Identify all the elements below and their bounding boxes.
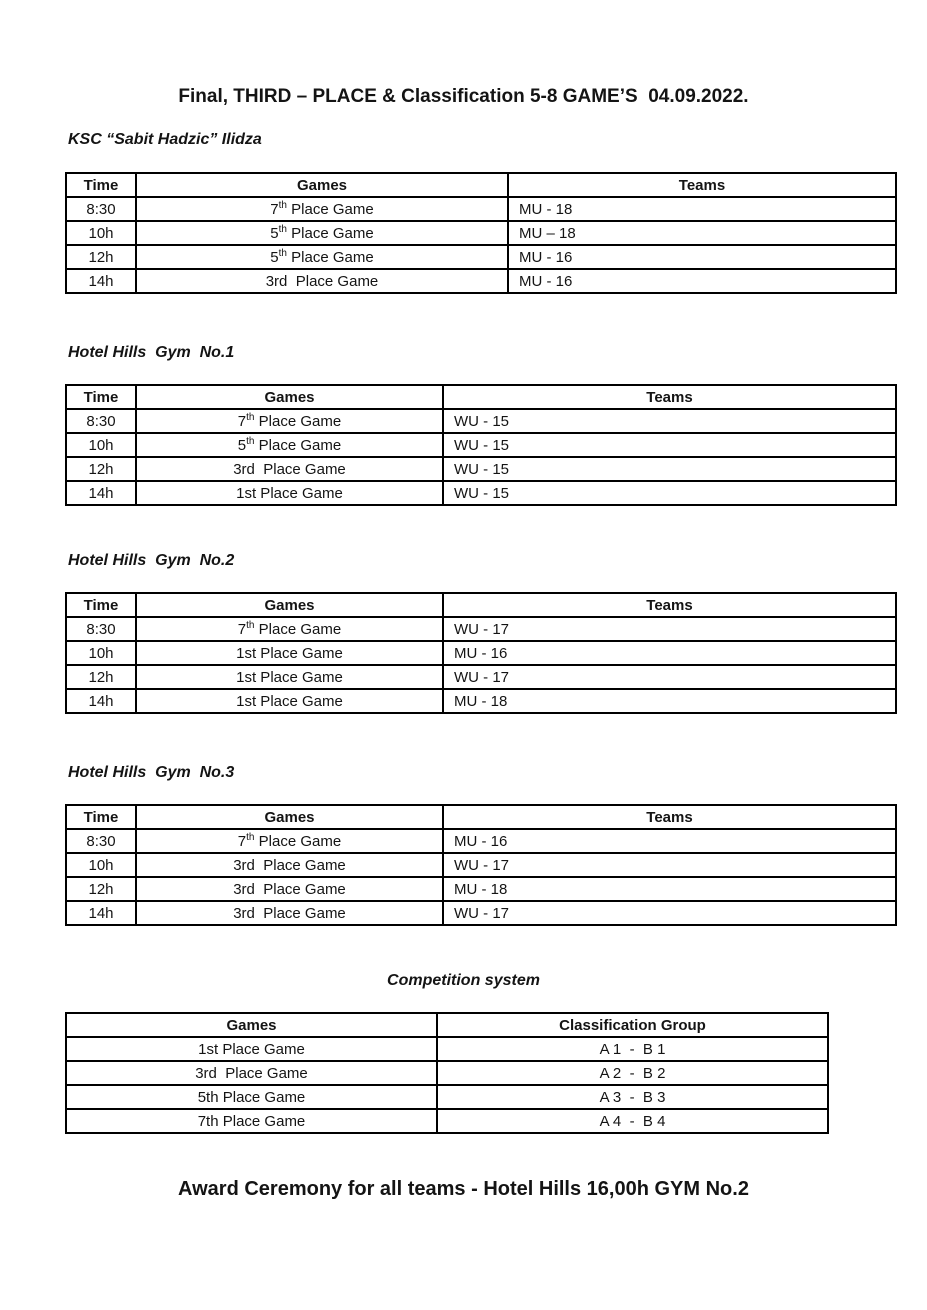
game-number: 5 — [237, 436, 247, 454]
game-number: 7 — [237, 832, 247, 850]
schedule-table-gym1 — [65, 384, 897, 506]
time-cell: 8:30 — [66, 409, 136, 433]
table-row — [66, 409, 896, 433]
teams-cell: WU - 17 — [443, 617, 896, 641]
teams-cell: WU - 15 — [443, 409, 896, 433]
table-header-row — [66, 173, 896, 197]
col-header-time: Time — [66, 173, 136, 197]
ordinal-suffix: th — [246, 831, 255, 843]
teams-cell: MU - 18 — [443, 877, 896, 901]
venue-label-gym3: Hotel Hills Gym No.3 — [68, 764, 235, 781]
time-cell: 12h — [66, 877, 136, 901]
col-header-games: Games — [136, 805, 443, 829]
col-header-time: Time — [66, 385, 136, 409]
teams-cell: WU - 17 — [443, 901, 896, 925]
time-cell: 10h — [66, 433, 136, 457]
game-label: Place Game — [287, 272, 379, 290]
game-cell: 5th Place Game — [66, 1085, 437, 1109]
game-cell — [136, 853, 443, 877]
game-label: Place Game — [286, 200, 374, 218]
time-cell: 10h — [66, 853, 136, 877]
table-header-row — [66, 805, 896, 829]
game-cell — [136, 877, 443, 901]
competition-system-heading: Competition system — [387, 972, 540, 989]
time-cell: 14h — [66, 481, 136, 505]
col-header-teams: Teams — [443, 385, 896, 409]
game-label: Place Game — [256, 692, 343, 710]
time-cell: 8:30 — [66, 197, 136, 221]
time-cell: 12h — [66, 457, 136, 481]
game-label: Place Game — [254, 904, 346, 922]
game-cell — [136, 689, 443, 713]
table-row — [66, 1061, 828, 1085]
col-header-teams: Teams — [508, 173, 896, 197]
table-row — [66, 641, 896, 665]
schedule-table-gym2 — [65, 592, 897, 714]
ordinal-suffix: th — [278, 199, 287, 211]
table-row — [66, 665, 896, 689]
ordinal-suffix: th — [246, 435, 255, 447]
group-cell: A 4 - B 4 — [437, 1109, 828, 1133]
time-cell: 10h — [66, 641, 136, 665]
game-number: 1st — [236, 484, 257, 502]
game-cell: 7th Place Game — [66, 1109, 437, 1133]
table-header-row — [66, 1013, 828, 1037]
award-ceremony-note: Award Ceremony for all teams - Hotel Hills 16,00h GYM No.2 — [178, 1178, 749, 1200]
table-row — [66, 901, 896, 925]
time-cell: 8:30 — [66, 829, 136, 853]
time-cell: 12h — [66, 665, 136, 689]
teams-cell: MU – 18 — [508, 221, 896, 245]
group-cell: A 3 - B 3 — [437, 1085, 828, 1109]
table-row — [66, 457, 896, 481]
game-cell — [136, 197, 508, 221]
game-cell — [136, 409, 443, 433]
game-cell — [136, 901, 443, 925]
teams-cell: WU - 15 — [443, 433, 896, 457]
game-cell — [136, 457, 443, 481]
group-cell: A 2 - B 2 — [437, 1061, 828, 1085]
teams-cell: MU - 18 — [443, 689, 896, 713]
game-label: Place Game — [254, 832, 342, 850]
game-cell — [136, 221, 508, 245]
game-number: 1st — [236, 692, 257, 710]
game-cell — [136, 617, 443, 641]
table-header-row — [66, 593, 896, 617]
game-number: 7 — [270, 200, 279, 218]
teams-cell: WU - 15 — [443, 481, 896, 505]
game-number: 5 — [270, 224, 279, 242]
teams-cell: MU - 16 — [508, 269, 896, 293]
table-row — [66, 853, 896, 877]
table-row — [66, 1085, 828, 1109]
col-header-classification-group: Classification Group — [437, 1013, 828, 1037]
game-cell — [136, 481, 443, 505]
teams-cell: WU - 17 — [443, 665, 896, 689]
venue-label-ksc: KSC “Sabit Hadzic” Ilidza — [68, 131, 262, 148]
table-row — [66, 433, 896, 457]
game-label: Place Game — [256, 484, 343, 502]
game-number: 3rd — [233, 856, 255, 874]
table-row — [66, 221, 896, 245]
table-header-row — [66, 385, 896, 409]
teams-cell: WU - 15 — [443, 457, 896, 481]
teams-cell: MU - 16 — [443, 641, 896, 665]
game-label: Place Game — [254, 620, 342, 638]
ordinal-suffix: th — [246, 411, 255, 423]
col-header-games: Games — [136, 385, 443, 409]
table-row — [66, 1109, 828, 1133]
table-row — [66, 269, 896, 293]
game-label: Place Game — [256, 668, 343, 686]
time-cell: 8:30 — [66, 617, 136, 641]
col-header-games: Games — [66, 1013, 437, 1037]
table-row — [66, 1037, 828, 1061]
venue-label-gym2: Hotel Hills Gym No.2 — [68, 552, 235, 569]
time-cell: 12h — [66, 245, 136, 269]
teams-cell: WU - 17 — [443, 853, 896, 877]
game-cell — [136, 829, 443, 853]
teams-cell: MU - 16 — [508, 245, 896, 269]
game-cell: 1st Place Game — [66, 1037, 437, 1061]
col-header-teams: Teams — [443, 805, 896, 829]
game-label: Place Game — [286, 224, 374, 242]
game-label: Place Game — [254, 412, 342, 430]
game-label: Place Game — [254, 460, 346, 478]
game-number: 3rd — [233, 460, 255, 478]
col-header-time: Time — [66, 805, 136, 829]
teams-cell: MU - 16 — [443, 829, 896, 853]
time-cell: 14h — [66, 269, 136, 293]
game-number: 3rd — [233, 880, 255, 898]
col-header-games: Games — [136, 173, 508, 197]
table-row — [66, 877, 896, 901]
table-row — [66, 481, 896, 505]
game-number: 7 — [237, 620, 247, 638]
ordinal-suffix: th — [278, 247, 287, 259]
table-row — [66, 197, 896, 221]
game-cell — [136, 269, 508, 293]
game-label: Place Game — [286, 248, 374, 266]
game-cell — [136, 665, 443, 689]
game-cell — [136, 245, 508, 269]
group-cell: A 1 - B 1 — [437, 1037, 828, 1061]
game-number: 5 — [270, 248, 279, 266]
teams-cell: MU - 18 — [508, 197, 896, 221]
schedule-table-ksc — [65, 172, 897, 294]
time-cell: 14h — [66, 689, 136, 713]
table-row — [66, 829, 896, 853]
col-header-teams: Teams — [443, 593, 896, 617]
schedule-table-gym3 — [65, 804, 897, 926]
ordinal-suffix: th — [278, 223, 287, 235]
game-number: 1st — [236, 644, 257, 662]
col-header-time: Time — [66, 593, 136, 617]
game-number: 1st — [236, 668, 257, 686]
table-row — [66, 689, 896, 713]
col-header-games: Games — [136, 593, 443, 617]
competition-system-table — [65, 1012, 829, 1134]
game-number: 7 — [237, 412, 247, 430]
table-row — [66, 617, 896, 641]
ordinal-suffix: th — [246, 619, 255, 631]
time-cell: 10h — [66, 221, 136, 245]
table-row — [66, 245, 896, 269]
game-cell — [136, 433, 443, 457]
game-number: 3rd — [233, 904, 255, 922]
game-label: Place Game — [254, 880, 346, 898]
game-label: Place Game — [254, 856, 346, 874]
game-number: 3rd — [265, 272, 288, 290]
game-cell: 3rd Place Game — [66, 1061, 437, 1085]
venue-label-gym1: Hotel Hills Gym No.1 — [68, 344, 235, 361]
game-cell — [136, 641, 443, 665]
page-title: Final, THIRD – PLACE & Classification 5-8 GAME’S 04.09.2022. — [178, 86, 749, 107]
game-label: Place Game — [256, 644, 343, 662]
time-cell: 14h — [66, 901, 136, 925]
game-label: Place Game — [254, 436, 342, 454]
